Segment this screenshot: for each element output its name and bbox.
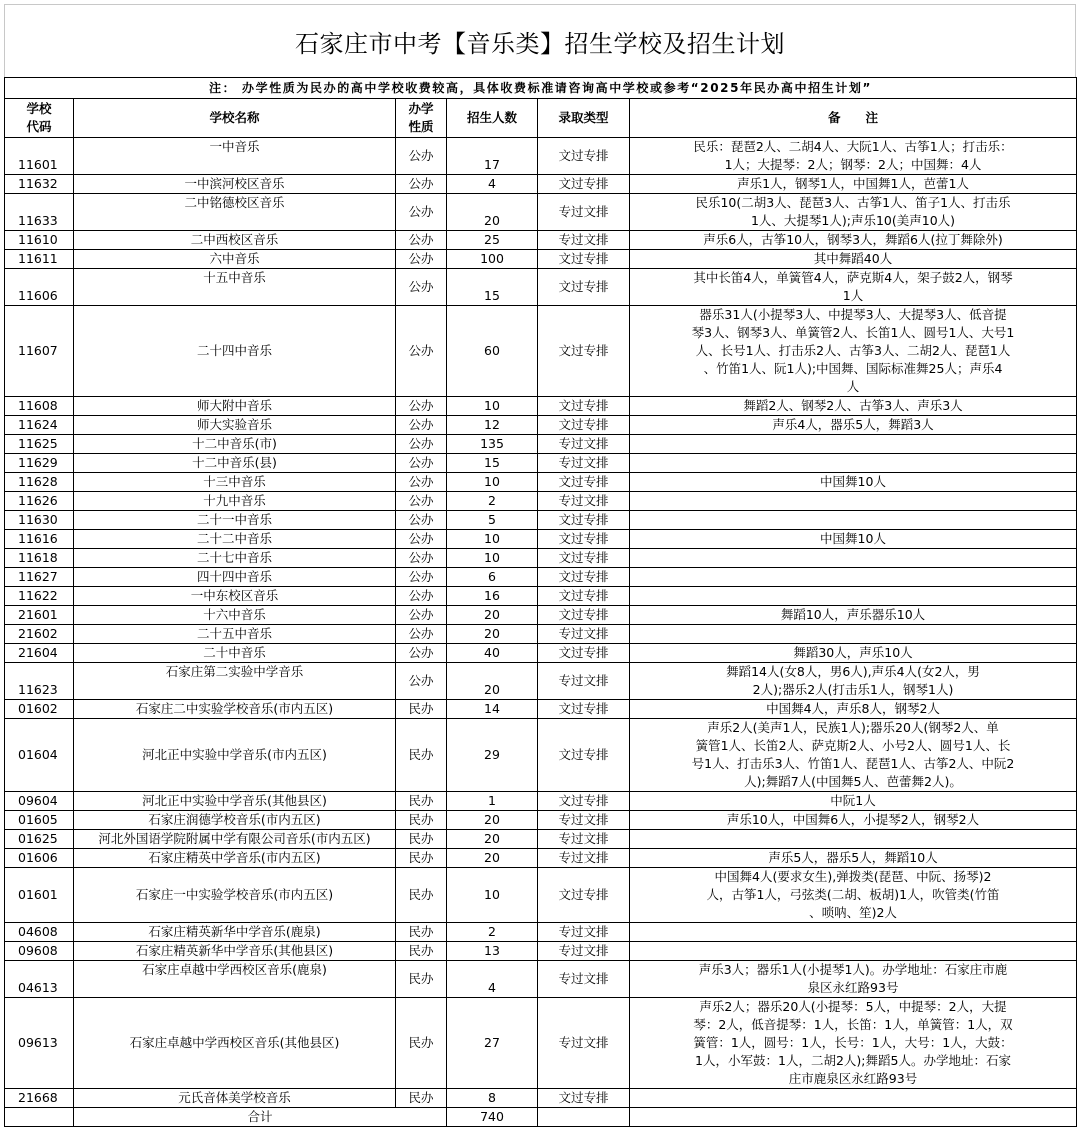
admission-type-cell: 专过文排 <box>538 663 630 700</box>
admission-type-cell: 文过专排 <box>538 250 630 269</box>
school-code-cell: 01625 <box>5 830 74 849</box>
admission-type-cell: 文过专排 <box>538 568 630 587</box>
school-nature-cell: 公办 <box>396 231 447 250</box>
total-row <box>5 1108 1077 1127</box>
school-name-cell: 石家庄精英新华中学音乐(鹿泉) <box>74 923 396 942</box>
enrollment-count-cell: 1 <box>447 792 538 811</box>
school-code-cell: 11601 <box>5 138 74 175</box>
table-row <box>5 269 1077 306</box>
school-code-cell: 21668 <box>5 1089 74 1108</box>
remark-cell: 其中舞蹈40人 <box>630 250 1077 269</box>
admission-type-cell: 专过文排 <box>538 961 630 998</box>
remark-cell: 声乐4人，器乐5人，舞蹈3人 <box>630 416 1077 435</box>
school-code-cell: 11618 <box>5 549 74 568</box>
school-nature-cell: 公办 <box>396 644 447 663</box>
table-row <box>5 530 1077 549</box>
school-name-cell: 二十二中音乐 <box>74 530 396 549</box>
school-code-cell: 01602 <box>5 700 74 719</box>
enrollment-count-cell: 12 <box>447 416 538 435</box>
table-row <box>5 435 1077 454</box>
remark-cell: 民乐：琵琶2人、二胡4人、大阮1人、古筝1人；打击乐： 1人；大提琴：2人；钢琴：2人；中国舞：4人 <box>630 138 1077 175</box>
school-name-cell: 二中西校区音乐 <box>74 231 396 250</box>
enrollment-count-cell: 60 <box>447 306 538 397</box>
school-code-cell: 09608 <box>5 942 74 961</box>
admission-type-cell: 文过专排 <box>538 511 630 530</box>
school-code-cell: 11627 <box>5 568 74 587</box>
school-nature-cell: 公办 <box>396 397 447 416</box>
admission-type-cell: 文过专排 <box>538 306 630 397</box>
remark-cell <box>630 830 1077 849</box>
school-name-cell: 石家庄润德学校音乐(市内五区) <box>74 811 396 830</box>
table-row <box>5 849 1077 868</box>
table-row <box>5 511 1077 530</box>
admission-type-cell: 专过文排 <box>538 435 630 454</box>
remark-cell: 中国舞10人 <box>630 473 1077 492</box>
school-code-cell: 11628 <box>5 473 74 492</box>
admission-type-cell: 专过文排 <box>538 625 630 644</box>
header-row <box>5 99 1077 138</box>
table-row <box>5 868 1077 923</box>
school-code-cell: 11629 <box>5 454 74 473</box>
school-name-cell: 十三中音乐 <box>74 473 396 492</box>
school-name-cell: 石家庄精英新华中学音乐(其他县区) <box>74 942 396 961</box>
school-nature-cell: 公办 <box>396 269 447 306</box>
remark-cell <box>630 923 1077 942</box>
table-row <box>5 625 1077 644</box>
remark-cell: 舞蹈10人，声乐器乐10人 <box>630 606 1077 625</box>
school-name-cell: 十六中音乐 <box>74 606 396 625</box>
admission-type-cell: 专过文排 <box>538 811 630 830</box>
school-nature-cell: 民办 <box>396 923 447 942</box>
admission-type-cell: 文过专排 <box>538 397 630 416</box>
admission-type-cell: 文过专排 <box>538 416 630 435</box>
remark-cell: 其中长笛4人，单簧管4人，萨克斯4人，架子鼓2人，钢琴 1人 <box>630 269 1077 306</box>
table-row <box>5 473 1077 492</box>
title-box <box>4 4 1076 77</box>
page-title: 石家庄市中考【音乐类】招生学校及招生计划 <box>295 29 785 58</box>
admission-type-cell: 专过文排 <box>538 998 630 1089</box>
enrollment-count-cell: 17 <box>447 138 538 175</box>
enrollment-count-cell: 10 <box>447 473 538 492</box>
school-code-cell: 11606 <box>5 269 74 306</box>
school-name-cell: 十二中音乐(市) <box>74 435 396 454</box>
school-name-cell: 石家庄精英中学音乐(市内五区) <box>74 849 396 868</box>
school-nature-cell: 公办 <box>396 435 447 454</box>
remark-cell <box>630 942 1077 961</box>
admission-type-cell: 文过专排 <box>538 606 630 625</box>
remark-cell <box>630 1089 1077 1108</box>
school-code-cell: 11610 <box>5 231 74 250</box>
admission-type-cell: 文过专排 <box>538 700 630 719</box>
school-name-cell: 河北正中实验中学音乐(其他县区) <box>74 792 396 811</box>
admission-type-cell: 文过专排 <box>538 473 630 492</box>
school-nature-cell: 公办 <box>396 306 447 397</box>
school-nature-cell: 公办 <box>396 250 447 269</box>
remark-cell: 声乐1人，钢琴1人，中国舞1人，芭蕾1人 <box>630 175 1077 194</box>
school-code-cell: 11626 <box>5 492 74 511</box>
fee-note: 注： 办学性质为民办的高中学校收费较高，具体收费标准请咨询高中学校或参考“2025年民办高中招生计划” <box>5 78 1077 99</box>
admission-type-cell: 文过专排 <box>538 269 630 306</box>
table-row <box>5 175 1077 194</box>
school-name-cell: 六中音乐 <box>74 250 396 269</box>
table-row <box>5 811 1077 830</box>
table-row <box>5 454 1077 473</box>
school-name-cell: 石家庄一中实验学校音乐(市内五区) <box>74 868 396 923</box>
enrollment-count-cell: 29 <box>447 719 538 792</box>
remark-cell: 中国舞10人 <box>630 530 1077 549</box>
total-blank-cell <box>538 1108 630 1127</box>
enrollment-count-cell: 10 <box>447 549 538 568</box>
school-nature-cell: 民办 <box>396 719 447 792</box>
school-name-cell: 十九中音乐 <box>74 492 396 511</box>
table-row <box>5 250 1077 269</box>
school-name-cell: 河北外国语学院附属中学有限公司音乐(市内五区) <box>74 830 396 849</box>
admission-type-cell: 专过文排 <box>538 830 630 849</box>
school-name-cell: 河北正中实验中学音乐(市内五区) <box>74 719 396 792</box>
table-body <box>5 78 1077 1127</box>
remark-cell: 声乐10人，中国舞6人，小提琴2人，钢琴2人 <box>630 811 1077 830</box>
table-row <box>5 397 1077 416</box>
school-code-cell: 11608 <box>5 397 74 416</box>
table-row <box>5 961 1077 998</box>
table-row <box>5 644 1077 663</box>
school-nature-cell: 公办 <box>396 549 447 568</box>
school-nature-cell: 公办 <box>396 587 447 606</box>
remark-cell: 声乐2人；器乐20人(小提琴：5人，中提琴：2人，大提 琴：2人，低音提琴：1人，长笛：1人，单簧管：1人，双 簧管：1人，圆号：1人，长号：1人，大号：1人，大鼓： 1人，小军鼓：1人，二胡2人);舞蹈5人。办学地址：石家 庄市鹿泉区永红路93号 <box>630 998 1077 1089</box>
table-row <box>5 700 1077 719</box>
enrollment-count-cell: 27 <box>447 998 538 1089</box>
school-nature-cell: 公办 <box>396 492 447 511</box>
school-name-cell: 石家庄卓越中学西校区音乐(其他县区) <box>74 998 396 1089</box>
table-row <box>5 549 1077 568</box>
school-code-cell: 01601 <box>5 868 74 923</box>
remark-cell: 舞蹈14人(女8人，男6人),声乐4人(女2人，男 2人);器乐2人(打击乐1人，钢琴1人) <box>630 663 1077 700</box>
enrollment-count-cell: 10 <box>447 530 538 549</box>
school-nature-cell: 公办 <box>396 663 447 700</box>
school-nature-cell: 公办 <box>396 530 447 549</box>
enrollment-count-cell: 10 <box>447 868 538 923</box>
school-name-cell: 一中东校区音乐 <box>74 587 396 606</box>
remark-cell <box>630 587 1077 606</box>
school-name-cell: 十二中音乐(县) <box>74 454 396 473</box>
school-code-cell: 09604 <box>5 792 74 811</box>
table-row <box>5 416 1077 435</box>
admission-type-cell: 文过专排 <box>538 587 630 606</box>
school-code-cell: 11630 <box>5 511 74 530</box>
school-nature-cell: 公办 <box>396 175 447 194</box>
admission-type-cell: 专过文排 <box>538 923 630 942</box>
enrollment-count-cell: 13 <box>447 942 538 961</box>
remark-cell <box>630 625 1077 644</box>
enrollment-count-cell: 135 <box>447 435 538 454</box>
table-row <box>5 792 1077 811</box>
admission-type-cell: 文过专排 <box>538 175 630 194</box>
table-row <box>5 306 1077 397</box>
admission-type-cell: 文过专排 <box>538 530 630 549</box>
school-code-cell: 21601 <box>5 606 74 625</box>
school-name-cell: 二十中音乐 <box>74 644 396 663</box>
enrollment-count-cell: 20 <box>447 811 538 830</box>
total-count: 740 <box>447 1108 538 1127</box>
header-type: 录取类型 <box>538 99 630 138</box>
admission-type-cell: 专过文排 <box>538 231 630 250</box>
table-row <box>5 492 1077 511</box>
school-name-cell: 元氏音体美学校音乐 <box>74 1089 396 1108</box>
enrollment-count-cell: 4 <box>447 961 538 998</box>
remark-cell: 中国舞4人(要求女生),弹拨类(琵琶、中阮、扬琴)2 人，古筝1人，弓弦类(二胡、板胡)1人，吹管类(竹笛 、唢呐、笙)2人 <box>630 868 1077 923</box>
table-row <box>5 998 1077 1089</box>
remark-cell: 民乐10(二胡3人、琵琶3人、古筝1人、笛子1人、打击乐 1人、大提琴1人);声乐10(美声10人) <box>630 194 1077 231</box>
school-code-cell: 11616 <box>5 530 74 549</box>
total-blank-cell <box>5 1108 74 1127</box>
school-nature-cell: 公办 <box>396 194 447 231</box>
header-remark: 备 注 <box>630 99 1077 138</box>
enrollment-count-cell: 20 <box>447 663 538 700</box>
admission-type-cell: 文过专排 <box>538 138 630 175</box>
remark-cell <box>630 549 1077 568</box>
school-name-cell: 师大附中音乐 <box>74 397 396 416</box>
enrollment-count-cell: 2 <box>447 923 538 942</box>
school-code-cell: 21602 <box>5 625 74 644</box>
school-nature-cell: 公办 <box>396 606 447 625</box>
total-label: 合计 <box>74 1108 447 1127</box>
table-row <box>5 138 1077 175</box>
school-nature-cell: 民办 <box>396 792 447 811</box>
enrollment-count-cell: 8 <box>447 1089 538 1108</box>
school-nature-cell: 民办 <box>396 811 447 830</box>
school-nature-cell: 民办 <box>396 849 447 868</box>
enrollment-count-cell: 20 <box>447 830 538 849</box>
admission-type-cell: 文过专排 <box>538 719 630 792</box>
enrollment-count-cell: 25 <box>447 231 538 250</box>
school-code-cell: 09613 <box>5 998 74 1089</box>
remark-cell: 舞蹈2人、钢琴2人、古筝3人、声乐3人 <box>630 397 1077 416</box>
school-code-cell: 11611 <box>5 250 74 269</box>
admission-type-cell: 专过文排 <box>538 849 630 868</box>
remark-cell: 中国舞4人，声乐8人，钢琴2人 <box>630 700 1077 719</box>
enrollment-count-cell: 20 <box>447 849 538 868</box>
admission-type-cell: 专过文排 <box>538 492 630 511</box>
school-code-cell: 11622 <box>5 587 74 606</box>
school-code-cell: 04613 <box>5 961 74 998</box>
school-nature-cell: 公办 <box>396 454 447 473</box>
remark-cell <box>630 454 1077 473</box>
remark-cell: 声乐5人，器乐5人，舞蹈10人 <box>630 849 1077 868</box>
admission-type-cell: 文过专排 <box>538 549 630 568</box>
school-nature-cell: 公办 <box>396 568 447 587</box>
school-code-cell: 01605 <box>5 811 74 830</box>
school-nature-cell: 民办 <box>396 942 447 961</box>
school-name-cell: 石家庄第二实验中学音乐 <box>74 663 396 700</box>
school-name-cell: 四十四中音乐 <box>74 568 396 587</box>
table-row <box>5 194 1077 231</box>
remark-cell <box>630 435 1077 454</box>
table-row <box>5 606 1077 625</box>
table-row <box>5 1089 1077 1108</box>
school-code-cell: 01606 <box>5 849 74 868</box>
enrollment-count-cell: 10 <box>447 397 538 416</box>
header-name: 学校名称 <box>74 99 396 138</box>
school-nature-cell: 民办 <box>396 961 447 998</box>
header-code: 学校 代码 <box>5 99 74 138</box>
table-row <box>5 942 1077 961</box>
enrollment-count-cell: 15 <box>447 454 538 473</box>
table-row <box>5 231 1077 250</box>
school-name-cell: 二十一中音乐 <box>74 511 396 530</box>
table-row <box>5 587 1077 606</box>
admission-type-cell: 专过文排 <box>538 194 630 231</box>
remark-cell: 声乐6人，古筝10人，钢琴3人，舞蹈6人(拉丁舞除外) <box>630 231 1077 250</box>
school-code-cell: 11632 <box>5 175 74 194</box>
admission-type-cell: 文过专排 <box>538 792 630 811</box>
school-name-cell: 十五中音乐 <box>74 269 396 306</box>
table-row <box>5 923 1077 942</box>
school-code-cell: 11607 <box>5 306 74 397</box>
table-row <box>5 830 1077 849</box>
remark-cell: 声乐2人(美声1人，民族1人);器乐20人(钢琴2人、单 簧管1人、长笛2人、萨克斯2人、小号2人、圆号1人、长 号1人、打击乐3人、竹笛1人、琵琶1人、古筝2人、中阮2 人);舞蹈7人(中国舞5人、芭蕾舞2人)。 <box>630 719 1077 792</box>
table-row <box>5 719 1077 792</box>
header-nature: 办学 性质 <box>396 99 447 138</box>
school-code-cell: 21604 <box>5 644 74 663</box>
school-nature-cell: 公办 <box>396 416 447 435</box>
enrollment-count-cell: 40 <box>447 644 538 663</box>
school-name-cell: 一中音乐 <box>74 138 396 175</box>
enrollment-count-cell: 20 <box>447 606 538 625</box>
school-name-cell: 二十七中音乐 <box>74 549 396 568</box>
school-name-cell: 二中铭德校区音乐 <box>74 194 396 231</box>
header-count: 招生人数 <box>447 99 538 138</box>
school-name-cell: 二十五中音乐 <box>74 625 396 644</box>
admission-type-cell: 文过专排 <box>538 868 630 923</box>
total-blank-cell <box>630 1108 1077 1127</box>
enrollment-table <box>4 77 1077 1127</box>
admission-type-cell: 专过文排 <box>538 942 630 961</box>
remark-cell: 声乐3人；器乐1人(小提琴1人)。办学地址：石家庄市鹿 泉区永红路93号 <box>630 961 1077 998</box>
school-nature-cell: 民办 <box>396 830 447 849</box>
enrollment-count-cell: 4 <box>447 175 538 194</box>
school-code-cell: 11625 <box>5 435 74 454</box>
remark-cell: 中阮1人 <box>630 792 1077 811</box>
note-row <box>5 78 1077 99</box>
school-nature-cell: 公办 <box>396 511 447 530</box>
admission-type-cell: 文过专排 <box>538 644 630 663</box>
school-nature-cell: 公办 <box>396 473 447 492</box>
enrollment-count-cell: 5 <box>447 511 538 530</box>
school-code-cell: 04608 <box>5 923 74 942</box>
remark-cell <box>630 492 1077 511</box>
enrollment-count-cell: 16 <box>447 587 538 606</box>
school-nature-cell: 民办 <box>396 998 447 1089</box>
school-nature-cell: 民办 <box>396 868 447 923</box>
remark-cell: 舞蹈30人，声乐10人 <box>630 644 1077 663</box>
enrollment-count-cell: 15 <box>447 269 538 306</box>
enrollment-count-cell: 20 <box>447 625 538 644</box>
school-name-cell: 师大实验音乐 <box>74 416 396 435</box>
school-nature-cell: 公办 <box>396 138 447 175</box>
admission-type-cell: 专过文排 <box>538 454 630 473</box>
school-name-cell: 石家庄二中实验学校音乐(市内五区) <box>74 700 396 719</box>
remark-cell <box>630 568 1077 587</box>
school-code-cell: 01604 <box>5 719 74 792</box>
table-row <box>5 663 1077 700</box>
school-code-cell: 11633 <box>5 194 74 231</box>
school-name-cell: 石家庄卓越中学西校区音乐(鹿泉) <box>74 961 396 998</box>
remark-cell <box>630 511 1077 530</box>
school-nature-cell: 公办 <box>396 625 447 644</box>
school-code-cell: 11624 <box>5 416 74 435</box>
school-name-cell: 一中滨河校区音乐 <box>74 175 396 194</box>
enrollment-count-cell: 14 <box>447 700 538 719</box>
admission-type-cell: 文过专排 <box>538 1089 630 1108</box>
enrollment-count-cell: 20 <box>447 194 538 231</box>
enrollment-count-cell: 6 <box>447 568 538 587</box>
school-nature-cell: 民办 <box>396 700 447 719</box>
school-code-cell: 11623 <box>5 663 74 700</box>
enrollment-count-cell: 2 <box>447 492 538 511</box>
school-nature-cell: 民办 <box>396 1089 447 1108</box>
school-name-cell: 二十四中音乐 <box>74 306 396 397</box>
enrollment-count-cell: 100 <box>447 250 538 269</box>
remark-cell: 器乐31人(小提琴3人、中提琴3人、大提琴3人、低音提 琴3人、钢琴3人、单簧管2人、长笛1人、圆号1人、大号1 人、长号1人、打击乐2人、古筝3人、二胡2人、琵琶1人 、竹笛1人、阮1人);中国舞、国际标准舞25人；声乐4 人 <box>630 306 1077 397</box>
table-row <box>5 568 1077 587</box>
